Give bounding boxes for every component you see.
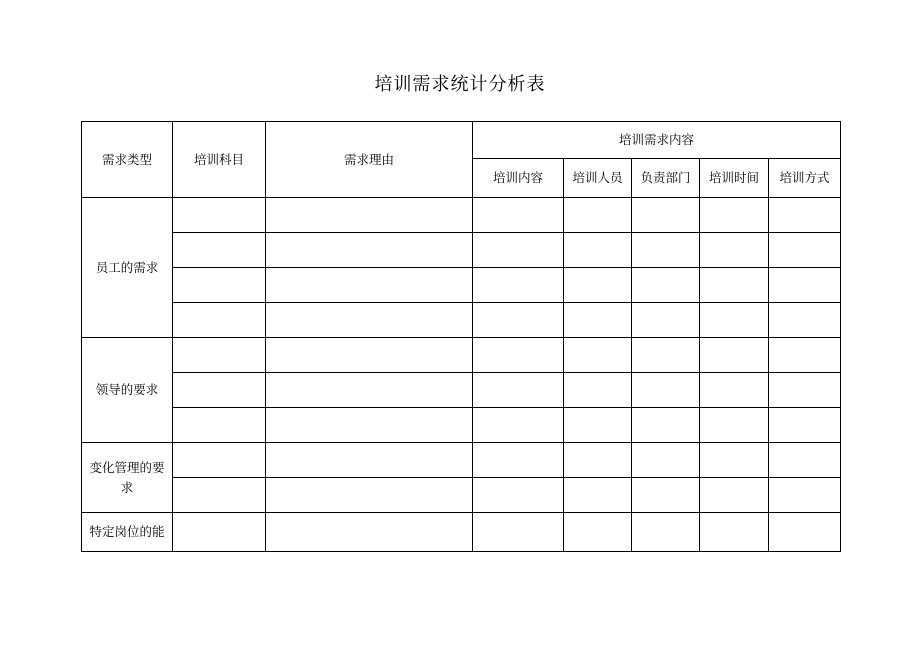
- cell[interactable]: [266, 443, 473, 478]
- header-training-content: 培训内容: [473, 159, 564, 198]
- cell[interactable]: [564, 268, 632, 303]
- cell[interactable]: [473, 233, 564, 268]
- cell[interactable]: [173, 513, 266, 552]
- cell[interactable]: [473, 513, 564, 552]
- cell[interactable]: [473, 303, 564, 338]
- cell[interactable]: [473, 478, 564, 513]
- cell[interactable]: [173, 373, 266, 408]
- cell[interactable]: [473, 443, 564, 478]
- cell[interactable]: [266, 408, 473, 443]
- cell[interactable]: [266, 478, 473, 513]
- table-row: [82, 198, 841, 233]
- cell[interactable]: [700, 373, 769, 408]
- cell[interactable]: [632, 338, 700, 373]
- group-label-employee: 员工的需求: [82, 198, 173, 338]
- group-label-leadership: 领导的要求: [82, 338, 173, 443]
- cell[interactable]: [266, 373, 473, 408]
- table-row: [82, 303, 841, 338]
- header-content-group: 培训需求内容: [473, 122, 841, 159]
- cell[interactable]: [564, 338, 632, 373]
- cell[interactable]: [632, 268, 700, 303]
- cell[interactable]: [266, 233, 473, 268]
- cell[interactable]: [173, 268, 266, 303]
- cell[interactable]: [769, 338, 841, 373]
- cell[interactable]: [266, 338, 473, 373]
- table-row: [82, 373, 841, 408]
- cell[interactable]: [632, 303, 700, 338]
- header-type: 需求类型: [82, 122, 173, 198]
- table-row: [82, 478, 841, 513]
- cell[interactable]: [632, 373, 700, 408]
- cell[interactable]: [173, 408, 266, 443]
- cell[interactable]: [473, 408, 564, 443]
- cell[interactable]: [700, 198, 769, 233]
- cell[interactable]: [266, 513, 473, 552]
- cell[interactable]: [173, 198, 266, 233]
- cell[interactable]: [266, 198, 473, 233]
- group-label-specific-position: 特定岗位的能: [82, 513, 173, 552]
- cell[interactable]: [564, 373, 632, 408]
- cell[interactable]: [700, 513, 769, 552]
- header-responsible-dept: 负责部门: [632, 159, 700, 198]
- cell[interactable]: [700, 443, 769, 478]
- cell[interactable]: [564, 303, 632, 338]
- cell[interactable]: [564, 478, 632, 513]
- cell[interactable]: [266, 303, 473, 338]
- cell[interactable]: [564, 408, 632, 443]
- cell[interactable]: [473, 268, 564, 303]
- cell[interactable]: [173, 338, 266, 373]
- header-training-time: 培训时间: [700, 159, 769, 198]
- table-row: [82, 443, 841, 478]
- cell[interactable]: [632, 408, 700, 443]
- cell[interactable]: [700, 478, 769, 513]
- cell[interactable]: [632, 513, 700, 552]
- cell[interactable]: [769, 513, 841, 552]
- cell[interactable]: [173, 233, 266, 268]
- cell[interactable]: [564, 443, 632, 478]
- header-subject: 培训科目: [173, 122, 266, 198]
- table-row: [82, 233, 841, 268]
- header-reason: 需求理由: [266, 122, 473, 198]
- cell[interactable]: [173, 478, 266, 513]
- cell[interactable]: [769, 233, 841, 268]
- cell[interactable]: [473, 338, 564, 373]
- header-trainees: 培训人员: [564, 159, 632, 198]
- cell[interactable]: [769, 268, 841, 303]
- table-row: [82, 268, 841, 303]
- cell[interactable]: [564, 233, 632, 268]
- cell[interactable]: [473, 198, 564, 233]
- cell[interactable]: [473, 373, 564, 408]
- cell[interactable]: [769, 408, 841, 443]
- header-training-method: 培训方式: [769, 159, 841, 198]
- cell[interactable]: [266, 268, 473, 303]
- cell[interactable]: [769, 373, 841, 408]
- cell[interactable]: [632, 443, 700, 478]
- cell[interactable]: [173, 303, 266, 338]
- cell[interactable]: [769, 478, 841, 513]
- cell[interactable]: [632, 478, 700, 513]
- cell[interactable]: [173, 443, 266, 478]
- training-needs-table: [81, 121, 841, 552]
- table-row: [82, 338, 841, 373]
- cell[interactable]: [632, 233, 700, 268]
- cell[interactable]: [769, 303, 841, 338]
- cell[interactable]: [632, 198, 700, 233]
- table-row: [82, 513, 841, 552]
- header-row-1: [82, 122, 841, 159]
- page-title: 培训需求统计分析表: [374, 74, 546, 95]
- cell[interactable]: [700, 408, 769, 443]
- cell[interactable]: [700, 303, 769, 338]
- cell[interactable]: [564, 198, 632, 233]
- cell[interactable]: [769, 443, 841, 478]
- cell[interactable]: [564, 513, 632, 552]
- group-label-change-management: 变化管理的要求: [82, 443, 173, 513]
- cell[interactable]: [700, 233, 769, 268]
- cell[interactable]: [700, 268, 769, 303]
- table-row: [82, 408, 841, 443]
- cell[interactable]: [769, 198, 841, 233]
- cell[interactable]: [700, 338, 769, 373]
